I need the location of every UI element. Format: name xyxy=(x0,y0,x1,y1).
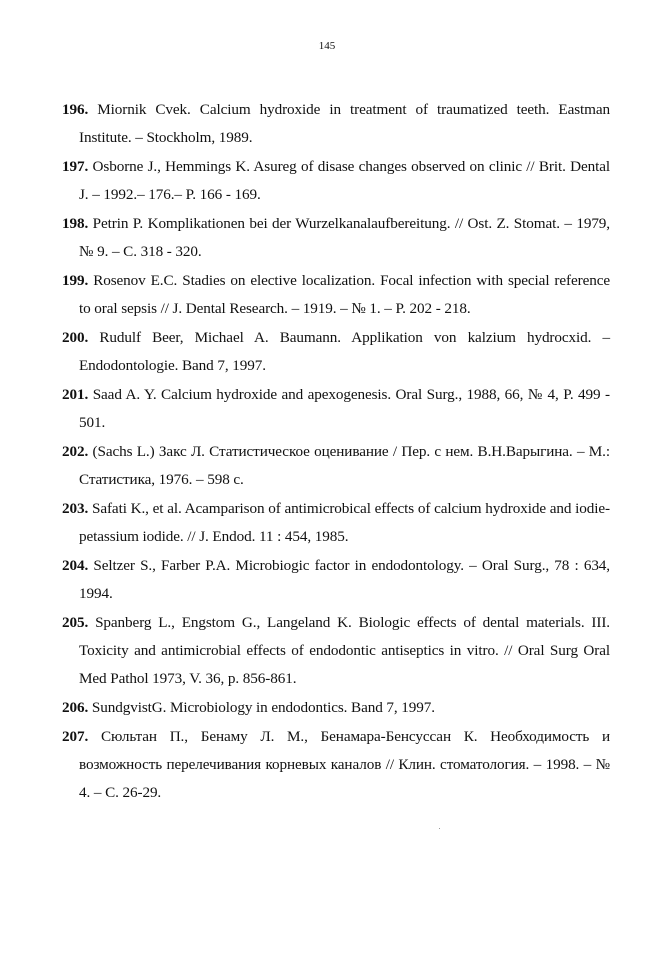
reference-item xyxy=(62,267,610,323)
reference-text: Miornik Cvek. Calcium hydroxide in treatment of traumatized teeth. Eastman Institute. – Stockholm, 1989. xyxy=(79,101,610,146)
reference-text: Rudulf Beer, Michael A. Baumann. Applikation von kalzium hydrocxid. – Endodontologie. Band 7, 1997. xyxy=(79,329,610,374)
reference-text: SundgvistG. Microbiology in endodontics. Band 7, 1997. xyxy=(91,699,435,716)
reference-number: 203. xyxy=(62,500,89,517)
reference-text: Petrin P. Komplikationen bei der Wurzelkanalaufbereitung. // Ost. Z. Stomat. – 1979, № 9. – C. 318 - 320. xyxy=(79,215,610,260)
reference-item xyxy=(62,609,610,693)
reference-item xyxy=(62,324,610,380)
reference-list xyxy=(62,96,610,808)
reference-number: 206. xyxy=(62,699,89,716)
reference-text: Saad A. Y. Calcium hydroxide and apexogenesis. Oral Surg., 1988, 66, № 4, P. 499 - 501. xyxy=(79,386,610,431)
reference-number: 204. xyxy=(62,557,89,574)
reference-text: (Sachs L.) Закс Л. Статистическое оценивание / Пер. с нем. В.Н.Варыгина. – М.: Статистика, 1976. – 598 с. xyxy=(79,443,611,488)
reference-item xyxy=(62,552,610,608)
reference-item xyxy=(62,694,610,722)
reference-text: Rosenov E.C. Stadies on elective localization. Focal infection with special reference to oral sepsis // J. Dental Research. – 1919. – № 1. – P. 202 - 218. xyxy=(79,272,611,317)
reference-number: 196. xyxy=(62,101,89,118)
reference-text: Spanberg L., Engstom G., Langeland K. Biologic effects of dental materials. III. Toxicity and antimicrobial effects of endodontic antiseptics in vitro. // Oral Surg Oral Med Pathol 1973, V. 36, p. 856-861. xyxy=(79,614,610,687)
reference-number: 201. xyxy=(62,386,89,403)
reference-number: 198. xyxy=(62,215,89,232)
reference-number: 199. xyxy=(62,272,89,289)
reference-text: Osborne J., Hemmings K. Asureg of disase changes observed on clinic // Brit. Dental J. – 1992.– 176.– P. 166 - 169. xyxy=(79,158,610,203)
reference-item xyxy=(62,210,610,266)
reference-item xyxy=(62,381,610,437)
reference-text: Safati K., et al. Acamparison of antimicrobical effects of calcium hydroxide and iodie-petassium iodide. // J. Endod. 11 : 454, 1985. xyxy=(79,500,610,545)
reference-text: Seltzer S., Farber P.A. Microbiogic factor in endodontology. – Oral Surg., 78 : 634, 1994. xyxy=(79,557,610,602)
reference-text: Сюльтан П., Бенаму Л. М., Бенамара-Бенсуссан К. Необходимость и возможность перелечивания корневых каналов // Клин. стоматология. – 1998. – № 4. – С. 26-29. xyxy=(79,728,611,801)
reference-item xyxy=(62,723,610,807)
reference-item xyxy=(62,438,610,494)
reference-item xyxy=(62,153,610,209)
scan-speck xyxy=(439,828,440,829)
page-number: 145 xyxy=(318,40,336,52)
reference-number: 207. xyxy=(62,728,89,745)
reference-item xyxy=(62,495,610,551)
reference-number: 202. xyxy=(62,443,89,460)
reference-number: 205. xyxy=(62,614,89,631)
reference-number: 197. xyxy=(62,158,89,175)
reference-item xyxy=(62,96,610,152)
reference-number: 200. xyxy=(62,329,89,346)
